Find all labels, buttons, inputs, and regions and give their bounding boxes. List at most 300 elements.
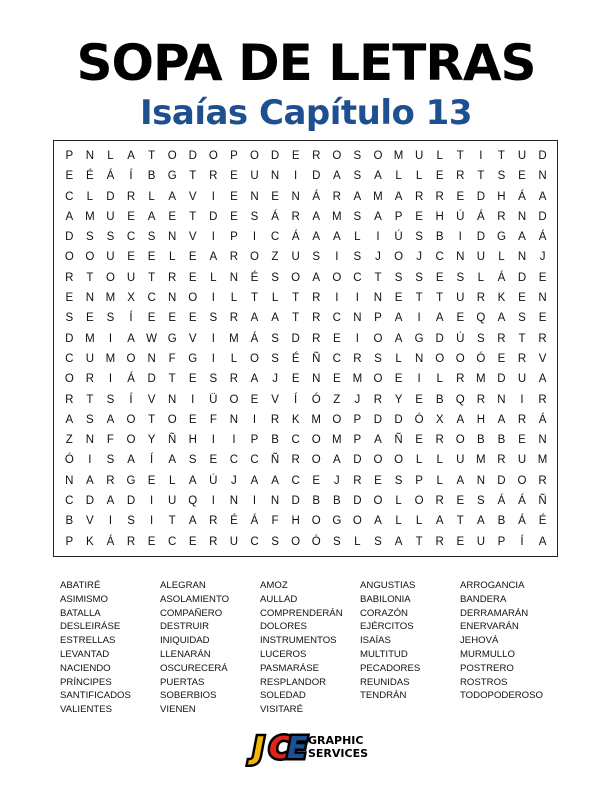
grid-cell[interactable]: P (230, 150, 238, 162)
grid-cell[interactable]: O (291, 271, 301, 284)
grid-cell[interactable]: C (65, 190, 74, 203)
grid-cell[interactable]: U (291, 251, 300, 264)
grid-cell[interactable]: E (65, 292, 74, 305)
grid-cell[interactable]: I (355, 292, 359, 305)
grid-cell[interactable]: C (147, 292, 156, 305)
grid-cell[interactable]: S (250, 210, 259, 223)
grid-cell[interactable]: A (127, 332, 135, 345)
grid-cell[interactable]: R (65, 271, 74, 284)
grid-cell[interactable]: Y (147, 434, 156, 447)
grid-cell[interactable]: B (497, 434, 506, 447)
grid-cell[interactable]: Q (455, 393, 465, 406)
grid-cell[interactable]: F (209, 413, 217, 426)
grid-cell[interactable]: M (85, 332, 95, 345)
grid-cell[interactable]: L (436, 454, 443, 467)
grid-cell[interactable]: E (518, 170, 526, 183)
grid-cell[interactable]: S (271, 535, 279, 548)
grid-cell[interactable]: Z (271, 251, 279, 264)
grid-cell[interactable]: U (476, 251, 485, 264)
grid-cell[interactable]: L (148, 190, 155, 203)
grid-cell[interactable]: O (126, 434, 136, 447)
grid-cell[interactable]: C (250, 454, 259, 467)
grid-cell[interactable]: B (312, 495, 321, 508)
grid-cell[interactable]: V (147, 393, 156, 406)
grid-cell[interactable]: R (312, 332, 321, 345)
grid-cell[interactable]: I (335, 251, 339, 264)
grid-cell[interactable]: L (395, 495, 402, 508)
grid-cell[interactable]: O (188, 292, 198, 305)
grid-cell[interactable]: B (435, 393, 444, 406)
grid-cell[interactable]: I (376, 231, 380, 244)
grid-cell[interactable]: A (188, 474, 197, 487)
grid-cell[interactable]: G (167, 332, 177, 345)
grid-cell[interactable]: R (517, 352, 527, 365)
grid-cell[interactable]: A (332, 454, 341, 467)
grid-cell[interactable]: A (394, 535, 403, 548)
grid-cell[interactable]: D (85, 495, 95, 508)
grid-cell[interactable]: Ñ (168, 434, 177, 447)
grid-cell[interactable]: E (456, 312, 465, 325)
grid-cell[interactable]: C (229, 454, 239, 467)
grid-cell[interactable]: O (373, 332, 383, 345)
grid-cell[interactable]: N (85, 292, 95, 305)
grid-cell[interactable]: Q (188, 495, 198, 508)
grid-cell[interactable]: S (353, 210, 362, 223)
grid-cell[interactable]: B (271, 434, 279, 447)
grid-cell[interactable]: E (291, 150, 300, 162)
grid-cell[interactable]: R (538, 474, 547, 487)
grid-cell[interactable]: Á (497, 495, 506, 508)
grid-cell[interactable]: M (311, 413, 322, 426)
grid-cell[interactable]: S (518, 312, 526, 325)
grid-cell[interactable]: U (250, 170, 259, 183)
grid-cell[interactable]: N (538, 170, 547, 183)
grid-cell[interactable]: T (168, 373, 176, 386)
grid-cell[interactable]: G (188, 352, 198, 365)
grid-cell[interactable]: V (188, 190, 197, 203)
grid-cell[interactable]: C (65, 352, 74, 365)
grid-cell[interactable]: N (476, 474, 485, 487)
grid-cell[interactable]: N (270, 170, 280, 183)
grid-cell[interactable]: D (126, 495, 136, 508)
grid-cell[interactable]: I (150, 515, 154, 528)
grid-cell[interactable]: A (127, 454, 135, 467)
grid-cell[interactable]: T (292, 292, 300, 305)
grid-cell[interactable]: A (209, 251, 218, 264)
grid-cell[interactable]: L (230, 352, 238, 365)
grid-cell[interactable]: L (415, 515, 423, 528)
grid-cell[interactable]: Ñ (270, 454, 280, 467)
grid-cell[interactable]: N (229, 271, 239, 284)
grid-cell[interactable]: A (497, 312, 506, 325)
grid-cell[interactable]: S (106, 231, 115, 244)
grid-cell[interactable]: N (456, 251, 465, 264)
grid-cell[interactable]: R (291, 454, 300, 467)
grid-cell[interactable]: O (311, 434, 321, 447)
grid-cell[interactable]: E (518, 434, 526, 447)
grid-cell[interactable]: N (517, 251, 527, 264)
grid-cell[interactable]: D (476, 190, 485, 203)
grid-cell[interactable]: O (167, 413, 177, 426)
grid-cell[interactable]: T (189, 170, 197, 183)
grid-cell[interactable]: U (229, 535, 239, 548)
grid-cell[interactable]: D (497, 474, 506, 487)
grid-cell[interactable]: Ó (64, 454, 74, 467)
grid-cell[interactable]: L (168, 474, 176, 487)
grid-cell[interactable]: Á (477, 210, 485, 223)
grid-cell[interactable]: U (476, 535, 485, 548)
grid-cell[interactable]: E (147, 312, 156, 325)
grid-cell[interactable]: L (436, 150, 443, 162)
grid-cell[interactable]: R (65, 393, 74, 406)
grid-cell[interactable]: Z (65, 434, 73, 447)
grid-cell[interactable]: D (188, 150, 197, 162)
grid-cell[interactable]: E (332, 373, 341, 386)
grid-cell[interactable]: G (414, 332, 424, 345)
grid-cell[interactable]: N (168, 292, 177, 305)
grid-cell[interactable]: X (127, 292, 135, 305)
grid-cell[interactable]: R (476, 292, 485, 305)
grid-cell[interactable]: T (456, 150, 464, 162)
grid-cell[interactable]: P (353, 413, 362, 426)
grid-cell[interactable]: E (374, 474, 382, 487)
grid-cell[interactable]: A (538, 373, 547, 386)
grid-cell[interactable]: V (86, 515, 94, 528)
grid-cell[interactable]: H (188, 434, 197, 447)
grid-cell[interactable]: Á (250, 332, 259, 345)
grid-cell[interactable]: E (209, 454, 218, 467)
grid-cell[interactable]: U (517, 373, 527, 386)
grid-cell[interactable]: O (414, 495, 424, 508)
grid-cell[interactable]: S (188, 454, 197, 467)
grid-cell[interactable]: J (354, 393, 361, 406)
grid-cell[interactable]: I (108, 373, 113, 386)
grid-cell[interactable]: A (312, 210, 321, 223)
grid-cell[interactable]: U (85, 352, 95, 365)
grid-cell[interactable]: Á (271, 210, 279, 223)
grid-cell[interactable]: N (312, 373, 321, 386)
grid-cell[interactable]: H (476, 413, 485, 426)
grid-cell[interactable]: A (332, 231, 341, 244)
grid-cell[interactable]: T (436, 292, 444, 305)
grid-cell[interactable]: C (270, 231, 280, 244)
grid-cell[interactable]: Ü (209, 393, 218, 406)
grid-cell[interactable]: A (538, 190, 547, 203)
grid-cell[interactable]: O (229, 393, 239, 406)
grid-cell[interactable]: A (456, 474, 465, 487)
grid-cell[interactable]: S (353, 170, 362, 183)
grid-cell[interactable]: I (211, 231, 215, 244)
grid-cell[interactable]: J (375, 251, 381, 264)
grid-cell[interactable]: C (168, 535, 177, 548)
grid-cell[interactable]: M (537, 454, 548, 467)
grid-cell[interactable]: Á (106, 535, 115, 548)
grid-cell[interactable]: A (353, 190, 362, 203)
grid-cell[interactable]: L (395, 170, 402, 183)
grid-cell[interactable]: C (332, 352, 341, 365)
grid-cell[interactable]: U (456, 454, 465, 467)
grid-cell[interactable]: A (394, 312, 403, 325)
grid-cell[interactable]: E (230, 190, 238, 203)
grid-cell[interactable]: U (168, 495, 177, 508)
grid-cell[interactable]: O (373, 150, 383, 162)
grid-cell[interactable]: M (476, 454, 486, 467)
grid-cell[interactable]: N (229, 413, 239, 426)
letter-grid[interactable] (59, 146, 553, 552)
grid-cell[interactable]: S (415, 271, 423, 284)
grid-cell[interactable]: H (291, 515, 300, 528)
grid-cell[interactable]: U (106, 210, 115, 223)
grid-cell[interactable]: S (106, 393, 115, 406)
grid-cell[interactable]: A (250, 312, 259, 325)
grid-cell[interactable]: O (291, 535, 301, 548)
grid-cell[interactable]: D (65, 332, 74, 345)
grid-cell[interactable]: B (477, 434, 485, 447)
grid-cell[interactable]: I (417, 312, 421, 325)
grid-cell[interactable]: U (106, 251, 115, 264)
grid-cell[interactable]: E (415, 210, 423, 223)
grid-cell[interactable]: E (538, 312, 547, 325)
grid-cell[interactable]: D (106, 190, 115, 203)
grid-cell[interactable]: Q (476, 312, 486, 325)
grid-cell[interactable]: D (476, 231, 485, 244)
grid-cell[interactable]: R (414, 190, 424, 203)
grid-cell[interactable]: M (332, 210, 342, 223)
grid-cell[interactable]: L (395, 352, 402, 365)
grid-cell[interactable]: I (252, 231, 257, 244)
grid-cell[interactable]: R (435, 495, 444, 508)
grid-cell[interactable]: É (291, 352, 300, 365)
grid-cell[interactable]: U (517, 454, 527, 467)
grid-cell[interactable]: I (150, 495, 154, 508)
grid-cell[interactable]: A (435, 312, 444, 325)
grid-cell[interactable]: O (208, 150, 218, 162)
grid-cell[interactable]: E (188, 535, 197, 548)
grid-cell[interactable]: R (168, 271, 177, 284)
grid-cell[interactable]: A (65, 210, 74, 223)
grid-cell[interactable]: M (105, 352, 116, 365)
grid-cell[interactable]: S (271, 332, 279, 345)
grid-cell[interactable]: T (148, 150, 156, 162)
grid-cell[interactable]: R (435, 434, 444, 447)
grid-cell[interactable]: O (250, 150, 259, 162)
grid-cell[interactable]: L (86, 190, 94, 203)
grid-cell[interactable]: S (271, 271, 279, 284)
grid-cell[interactable]: E (230, 210, 238, 223)
grid-cell[interactable]: P (65, 150, 74, 162)
grid-cell[interactable]: S (147, 231, 156, 244)
grid-cell[interactable]: O (250, 352, 259, 365)
grid-cell[interactable]: R (229, 312, 239, 325)
grid-cell[interactable]: R (209, 515, 218, 528)
grid-cell[interactable]: V (188, 332, 197, 345)
grid-cell[interactable]: L (230, 292, 238, 305)
grid-cell[interactable]: J (272, 373, 278, 386)
grid-cell[interactable]: A (394, 190, 403, 203)
grid-cell[interactable]: C (435, 251, 444, 264)
grid-cell[interactable]: S (271, 352, 279, 365)
grid-cell[interactable]: E (456, 535, 465, 548)
grid-cell[interactable]: Ó (476, 352, 486, 365)
grid-cell[interactable]: T (250, 292, 258, 305)
grid-cell[interactable]: M (352, 373, 363, 386)
grid-cell[interactable]: A (168, 454, 177, 467)
grid-cell[interactable]: U (456, 292, 465, 305)
grid-cell[interactable]: N (414, 352, 424, 365)
grid-cell[interactable]: A (312, 231, 321, 244)
grid-cell[interactable]: O (455, 352, 465, 365)
grid-cell[interactable]: O (332, 413, 342, 426)
grid-cell[interactable]: I (108, 515, 113, 528)
grid-cell[interactable]: É (538, 515, 547, 528)
grid-cell[interactable]: T (292, 312, 300, 325)
grid-cell[interactable]: I (232, 434, 236, 447)
grid-cell[interactable]: L (168, 251, 176, 264)
grid-cell[interactable]: I (108, 332, 113, 345)
grid-cell[interactable]: R (497, 210, 506, 223)
grid-cell[interactable]: I (211, 190, 215, 203)
grid-cell[interactable]: R (517, 413, 527, 426)
grid-cell[interactable]: A (106, 495, 115, 508)
grid-cell[interactable]: T (497, 150, 505, 162)
grid-cell[interactable]: S (353, 251, 362, 264)
grid-cell[interactable]: N (353, 312, 362, 325)
grid-cell[interactable]: A (188, 515, 197, 528)
grid-cell[interactable]: L (395, 515, 402, 528)
grid-cell[interactable]: E (271, 190, 279, 203)
grid-cell[interactable]: M (229, 332, 239, 345)
grid-cell[interactable]: R (456, 170, 465, 183)
grid-cell[interactable]: O (394, 454, 404, 467)
grid-cell[interactable]: T (477, 170, 485, 183)
grid-cell[interactable]: S (86, 231, 94, 244)
grid-cell[interactable]: M (373, 190, 383, 203)
grid-cell[interactable]: R (497, 454, 506, 467)
grid-cell[interactable]: O (85, 251, 95, 264)
grid-cell[interactable]: I (211, 292, 215, 305)
grid-cell[interactable]: A (168, 190, 177, 203)
grid-cell[interactable]: I (294, 170, 298, 183)
grid-cell[interactable]: P (415, 474, 423, 487)
grid-cell[interactable]: E (65, 170, 74, 183)
grid-cell[interactable]: A (332, 170, 341, 183)
grid-cell[interactable]: O (250, 251, 259, 264)
grid-cell[interactable]: E (435, 170, 444, 183)
grid-cell[interactable]: A (250, 373, 259, 386)
grid-cell[interactable]: S (332, 535, 341, 548)
grid-cell[interactable]: S (394, 271, 403, 284)
grid-cell[interactable]: O (64, 251, 74, 264)
grid-cell[interactable]: R (229, 251, 239, 264)
grid-cell[interactable]: G (126, 474, 136, 487)
grid-cell[interactable]: I (211, 332, 215, 345)
grid-cell[interactable]: V (271, 393, 279, 406)
grid-cell[interactable]: Ú (394, 231, 403, 244)
grid-cell[interactable]: T (86, 393, 94, 406)
grid-cell[interactable]: M (332, 434, 342, 447)
grid-cell[interactable]: Á (538, 231, 547, 244)
grid-cell[interactable]: R (209, 170, 218, 183)
grid-cell[interactable]: Ñ (312, 352, 321, 365)
grid-cell[interactable]: R (126, 190, 136, 203)
grid-cell[interactable]: E (332, 332, 341, 345)
grid-cell[interactable]: N (65, 474, 74, 487)
grid-cell[interactable]: E (394, 292, 403, 305)
grid-cell[interactable]: V (538, 352, 547, 365)
grid-cell[interactable]: E (147, 251, 156, 264)
grid-cell[interactable]: P (374, 312, 382, 325)
grid-cell[interactable]: B (332, 495, 341, 508)
grid-cell[interactable]: S (209, 312, 218, 325)
grid-cell[interactable]: A (65, 413, 74, 426)
grid-cell[interactable]: E (518, 292, 526, 305)
grid-cell[interactable]: Á (312, 190, 321, 203)
grid-cell[interactable]: Ó (311, 393, 321, 406)
grid-cell[interactable]: S (65, 312, 74, 325)
grid-cell[interactable]: Á (538, 413, 547, 426)
grid-cell[interactable]: L (498, 251, 505, 264)
grid-cell[interactable]: G (496, 231, 506, 244)
grid-cell[interactable]: R (435, 535, 444, 548)
grid-cell[interactable]: C (65, 495, 74, 508)
grid-cell[interactable]: A (312, 271, 321, 284)
grid-cell[interactable]: E (230, 170, 238, 183)
grid-cell[interactable]: A (271, 312, 279, 325)
grid-cell[interactable]: A (86, 474, 94, 487)
grid-cell[interactable]: O (311, 454, 321, 467)
grid-cell[interactable]: R (312, 292, 321, 305)
grid-cell[interactable]: O (373, 495, 383, 508)
grid-cell[interactable]: E (538, 271, 547, 284)
grid-cell[interactable]: K (291, 413, 300, 426)
grid-cell[interactable]: R (85, 373, 95, 386)
grid-cell[interactable]: K (497, 292, 506, 305)
grid-cell[interactable]: K (86, 535, 94, 548)
grid-cell[interactable]: U (517, 150, 527, 162)
grid-cell[interactable]: R (476, 393, 485, 406)
grid-cell[interactable]: M (85, 210, 95, 223)
grid-cell[interactable]: I (335, 292, 339, 305)
grid-cell[interactable]: E (312, 474, 321, 487)
grid-cell[interactable]: P (353, 434, 362, 447)
grid-cell[interactable]: R (312, 150, 321, 162)
grid-cell[interactable]: Á (518, 495, 526, 508)
grid-cell[interactable]: P (230, 231, 238, 244)
grid-cell[interactable]: A (477, 515, 485, 528)
grid-cell[interactable]: D (373, 413, 383, 426)
grid-cell[interactable]: E (147, 474, 156, 487)
grid-cell[interactable]: D (291, 332, 300, 345)
grid-cell[interactable]: A (106, 413, 115, 426)
grid-cell[interactable]: D (538, 210, 547, 223)
grid-cell[interactable]: B (147, 170, 156, 183)
grid-cell[interactable]: O (517, 474, 527, 487)
grid-cell[interactable]: I (520, 393, 524, 406)
grid-cell[interactable]: B (435, 231, 444, 244)
grid-cell[interactable]: S (127, 515, 135, 528)
grid-cell[interactable]: D (353, 454, 362, 467)
grid-cell[interactable]: A (456, 413, 465, 426)
grid-cell[interactable]: F (271, 515, 279, 528)
grid-cell[interactable]: Á (250, 515, 259, 528)
grid-cell[interactable]: V (188, 231, 197, 244)
grid-cell[interactable]: D (147, 373, 156, 386)
grid-cell[interactable]: E (168, 210, 177, 223)
grid-cell[interactable]: X (435, 413, 444, 426)
grid-cell[interactable]: G (167, 170, 177, 183)
grid-cell[interactable]: Á (518, 190, 526, 203)
grid-cell[interactable]: D (209, 210, 218, 223)
